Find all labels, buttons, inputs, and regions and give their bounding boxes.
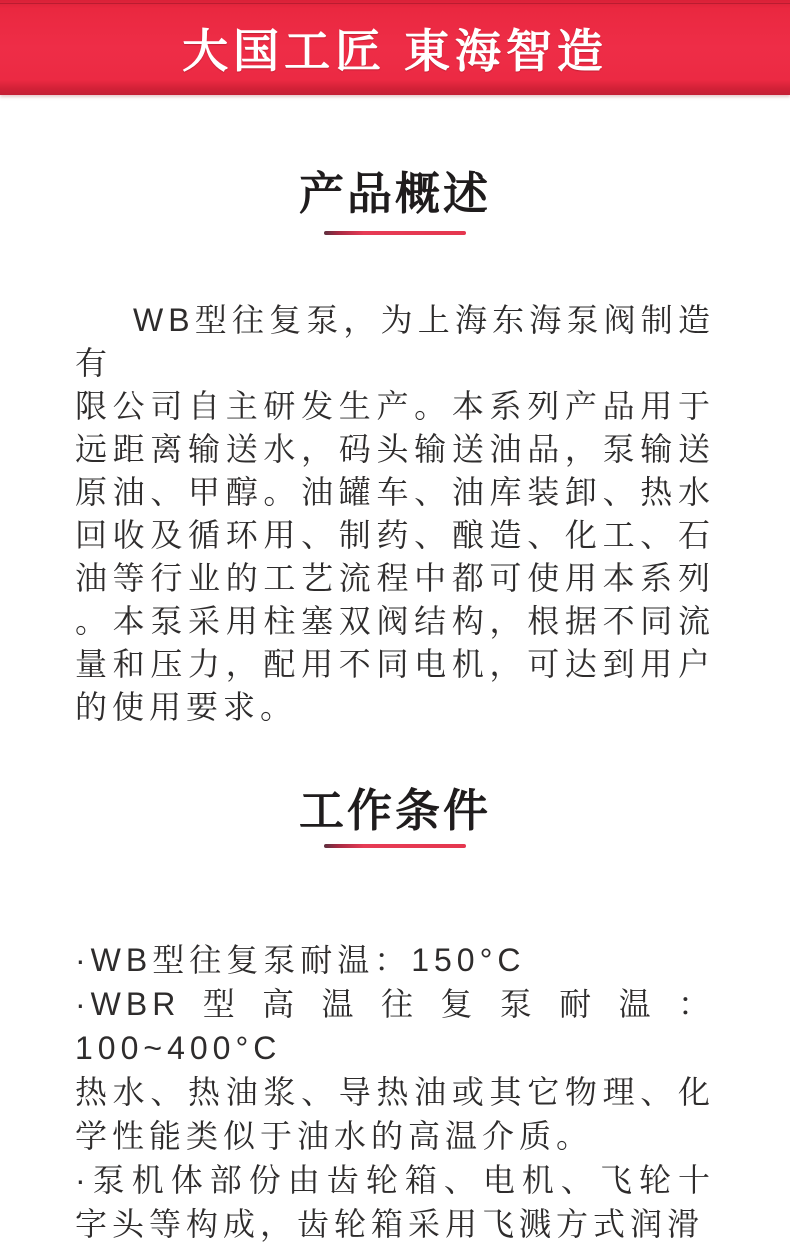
- overview-paragraph: [75, 299, 715, 729]
- section-title-conditions: 工作条件: [298, 785, 491, 836]
- overview-line: 限公司自主研发生产。本系列产品用于: [75, 388, 715, 424]
- brand-banner-title: 大国工匠 東海智造: [182, 24, 608, 77]
- condition-bullet-line: ·泵机体部份由齿轮箱、电机、飞轮十: [75, 1162, 715, 1198]
- condition-wrap-line: 学性能类似于油水的高温介质。: [75, 1118, 594, 1154]
- overview-line: 回收及循环用、制药、酿造、化工、石: [75, 517, 715, 553]
- condition-bullet-line: ·WBR型高温往复泵耐温：100~400°C: [75, 986, 715, 1066]
- title-underline-conditions: [324, 844, 466, 848]
- conditions-list: [75, 938, 715, 1246]
- condition-bullet-line: ·WB型往复泵耐温：150°C: [75, 942, 526, 978]
- condition-wrap-line: 字头等构成，齿轮箱采用飞溅方式润滑: [75, 1206, 705, 1242]
- overview-line: 原油、甲醇。油罐车、油库装卸、热水: [75, 474, 715, 510]
- overview-line: 量和压力，配用不同电机，可达到用户: [75, 646, 715, 682]
- overview-line: 。本泵采用柱塞双阀结构，根据不同流: [75, 603, 715, 639]
- title-underline-overview: [324, 231, 466, 235]
- overview-line: 油等行业的工艺流程中都可使用本系列: [75, 560, 715, 596]
- overview-line: WB型往复泵，为上海东海泵阀制造有: [75, 302, 715, 381]
- overview-line: 的使用要求。: [75, 689, 298, 725]
- overview-line: 远距离输送水，码头输送油品，泵输送: [75, 431, 715, 467]
- section-title-overview: 产品概述: [298, 168, 491, 219]
- brand-banner: [0, 0, 790, 95]
- condition-wrap-line: 热水、热油浆、导热油或其它物理、化: [75, 1074, 715, 1110]
